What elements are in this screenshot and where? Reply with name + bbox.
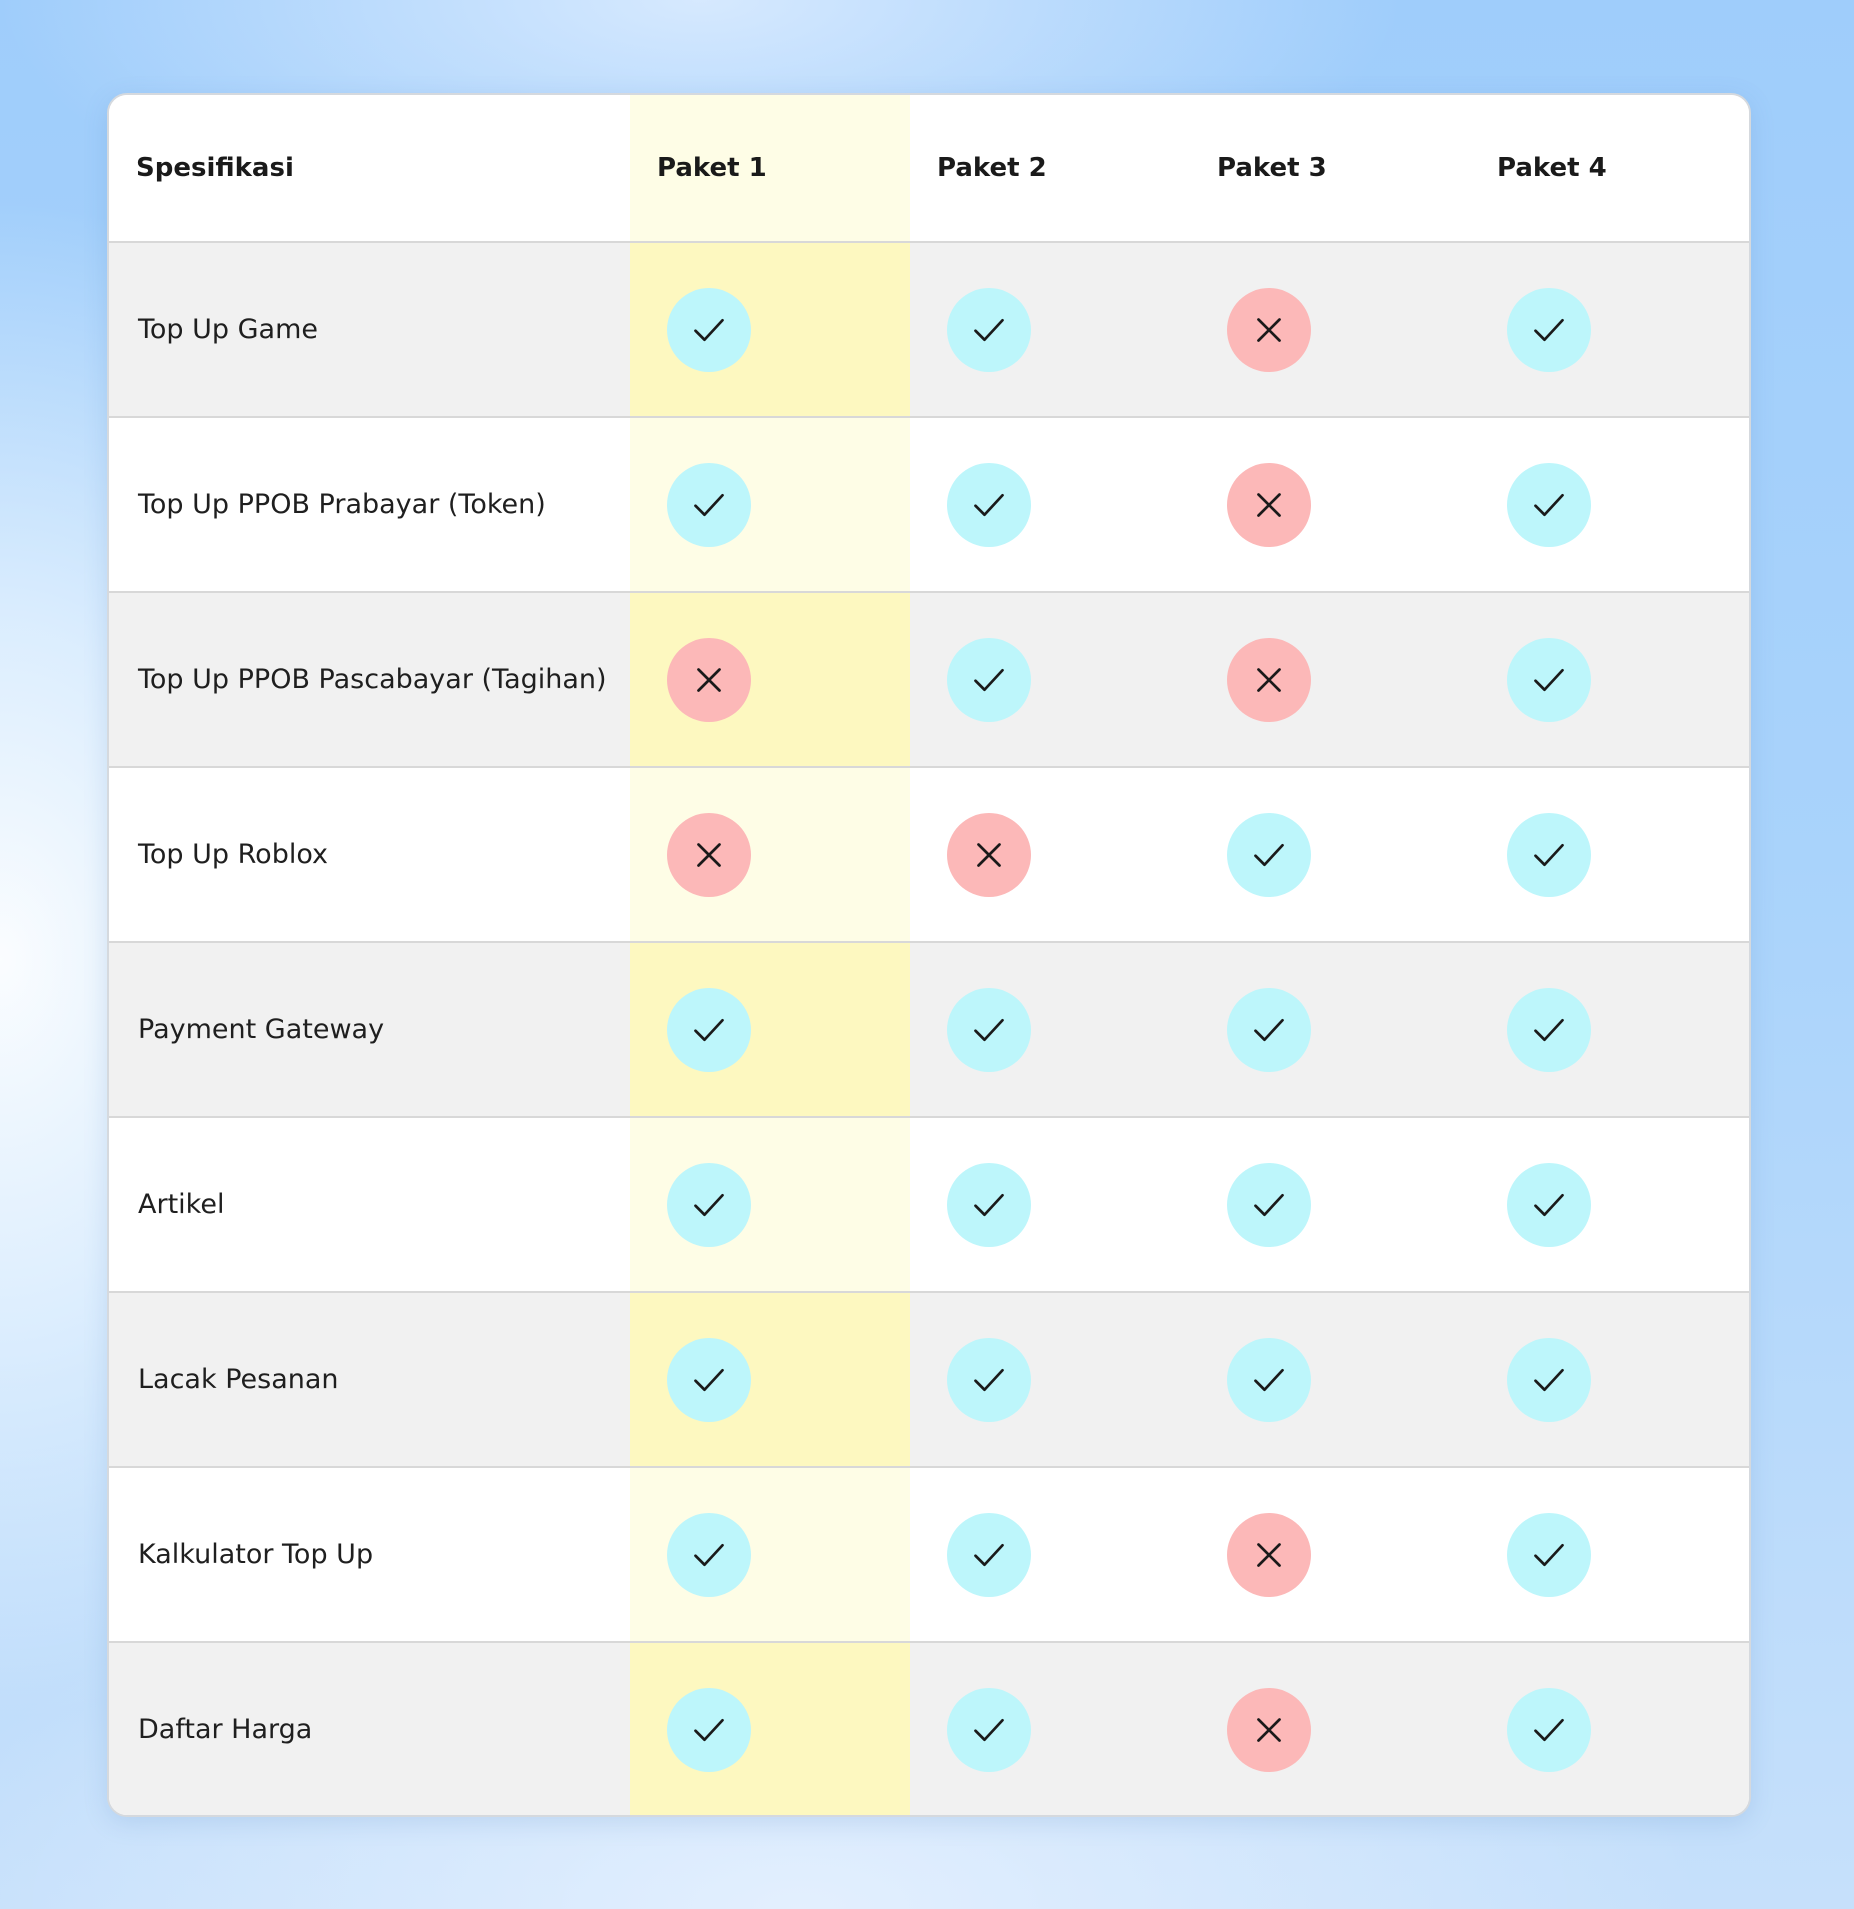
available-badge [947,1688,1031,1772]
unavailable-badge [1227,288,1311,372]
feature-cell [1190,766,1470,941]
feature-cell [910,591,1190,766]
available-badge [667,463,751,547]
check-icon [971,312,1007,348]
check-icon [1531,1712,1567,1748]
check-icon [691,1712,727,1748]
feature-cell [630,1466,910,1641]
cross-icon [1251,312,1287,348]
feature-cell [910,1641,1190,1816]
cross-icon [691,837,727,873]
feature-cell [1190,241,1470,416]
feature-cell [1470,1291,1749,1466]
check-icon [1531,312,1567,348]
available-badge [1227,813,1311,897]
check-icon [691,1537,727,1573]
unavailable-badge [667,813,751,897]
comparison-table [109,95,1749,1816]
available-badge [1227,988,1311,1072]
available-badge [1507,813,1591,897]
feature-label: Top Up Roblox [109,766,630,941]
feature-cell [910,241,1190,416]
feature-cell [910,1291,1190,1466]
cross-icon [691,662,727,698]
package-3-header: Paket 3 [1190,95,1470,241]
available-badge [947,988,1031,1072]
feature-cell [1190,1466,1470,1641]
feature-cell [910,766,1190,941]
available-badge [947,638,1031,722]
feature-cell [910,1466,1190,1641]
cross-icon [971,837,1007,873]
available-badge [1507,288,1591,372]
check-icon [1531,662,1567,698]
available-badge [667,1163,751,1247]
available-badge [1227,1163,1311,1247]
feature-cell [910,416,1190,591]
feature-cell [630,1641,910,1816]
available-badge [947,1513,1031,1597]
check-icon [1251,1362,1287,1398]
feature-cell [1470,941,1749,1116]
available-badge [1507,988,1591,1072]
comparison-card [107,93,1751,1817]
unavailable-badge [947,813,1031,897]
check-icon [1531,1537,1567,1573]
available-badge [1507,1513,1591,1597]
check-icon [1531,487,1567,523]
feature-cell [1190,1641,1470,1816]
unavailable-badge [667,638,751,722]
unavailable-badge [1227,638,1311,722]
feature-cell [1470,766,1749,941]
feature-cell [630,766,910,941]
available-badge [667,988,751,1072]
package-4-header: Paket 4 [1470,95,1749,241]
spec-column-header: Spesifikasi [109,95,630,241]
check-icon [971,487,1007,523]
check-icon [691,487,727,523]
available-badge [947,288,1031,372]
check-icon [691,1187,727,1223]
check-icon [1531,837,1567,873]
check-icon [1251,1012,1287,1048]
feature-cell [1470,1641,1749,1816]
available-badge [667,288,751,372]
available-badge [1507,638,1591,722]
available-badge [1227,1338,1311,1422]
available-badge [947,463,1031,547]
feature-label: Top Up PPOB Pascabayar (Tagihan) [109,591,630,766]
cross-icon [1251,487,1287,523]
feature-label: Payment Gateway [109,941,630,1116]
feature-cell [1470,1116,1749,1291]
feature-label: Lacak Pesanan [109,1291,630,1466]
feature-cell [630,416,910,591]
feature-label: Kalkulator Top Up [109,1466,630,1641]
check-icon [971,662,1007,698]
unavailable-badge [1227,1513,1311,1597]
check-icon [971,1362,1007,1398]
cross-icon [1251,1537,1287,1573]
check-icon [971,1187,1007,1223]
available-badge [947,1163,1031,1247]
unavailable-badge [1227,1688,1311,1772]
feature-cell [630,941,910,1116]
feature-cell [630,241,910,416]
available-badge [1507,1338,1591,1422]
feature-label: Artikel [109,1116,630,1291]
check-icon [691,1012,727,1048]
feature-cell [630,1291,910,1466]
cross-icon [1251,662,1287,698]
available-badge [1507,1688,1591,1772]
check-icon [1251,837,1287,873]
feature-cell [1190,1116,1470,1291]
feature-cell [910,1116,1190,1291]
feature-cell [1470,1466,1749,1641]
available-badge [667,1513,751,1597]
feature-label: Top Up Game [109,241,630,416]
available-badge [667,1688,751,1772]
package-1-header: Paket 1 [630,95,910,241]
check-icon [1531,1187,1567,1223]
cross-icon [1251,1712,1287,1748]
available-badge [667,1338,751,1422]
feature-cell [630,1116,910,1291]
available-badge [1507,463,1591,547]
feature-cell [1190,416,1470,591]
check-icon [971,1537,1007,1573]
check-icon [971,1012,1007,1048]
feature-cell [1190,1291,1470,1466]
check-icon [1531,1012,1567,1048]
check-icon [1251,1187,1287,1223]
available-badge [947,1338,1031,1422]
feature-cell [910,941,1190,1116]
unavailable-badge [1227,463,1311,547]
feature-cell [1470,416,1749,591]
package-2-header: Paket 2 [910,95,1190,241]
check-icon [691,1362,727,1398]
available-badge [1507,1163,1591,1247]
check-icon [1531,1362,1567,1398]
feature-label: Top Up PPOB Prabayar (Token) [109,416,630,591]
feature-cell [1470,241,1749,416]
check-icon [691,312,727,348]
feature-cell [1470,591,1749,766]
feature-cell [1190,591,1470,766]
check-icon [971,1712,1007,1748]
feature-cell [630,591,910,766]
feature-label: Daftar Harga [109,1641,630,1816]
feature-cell [1190,941,1470,1116]
